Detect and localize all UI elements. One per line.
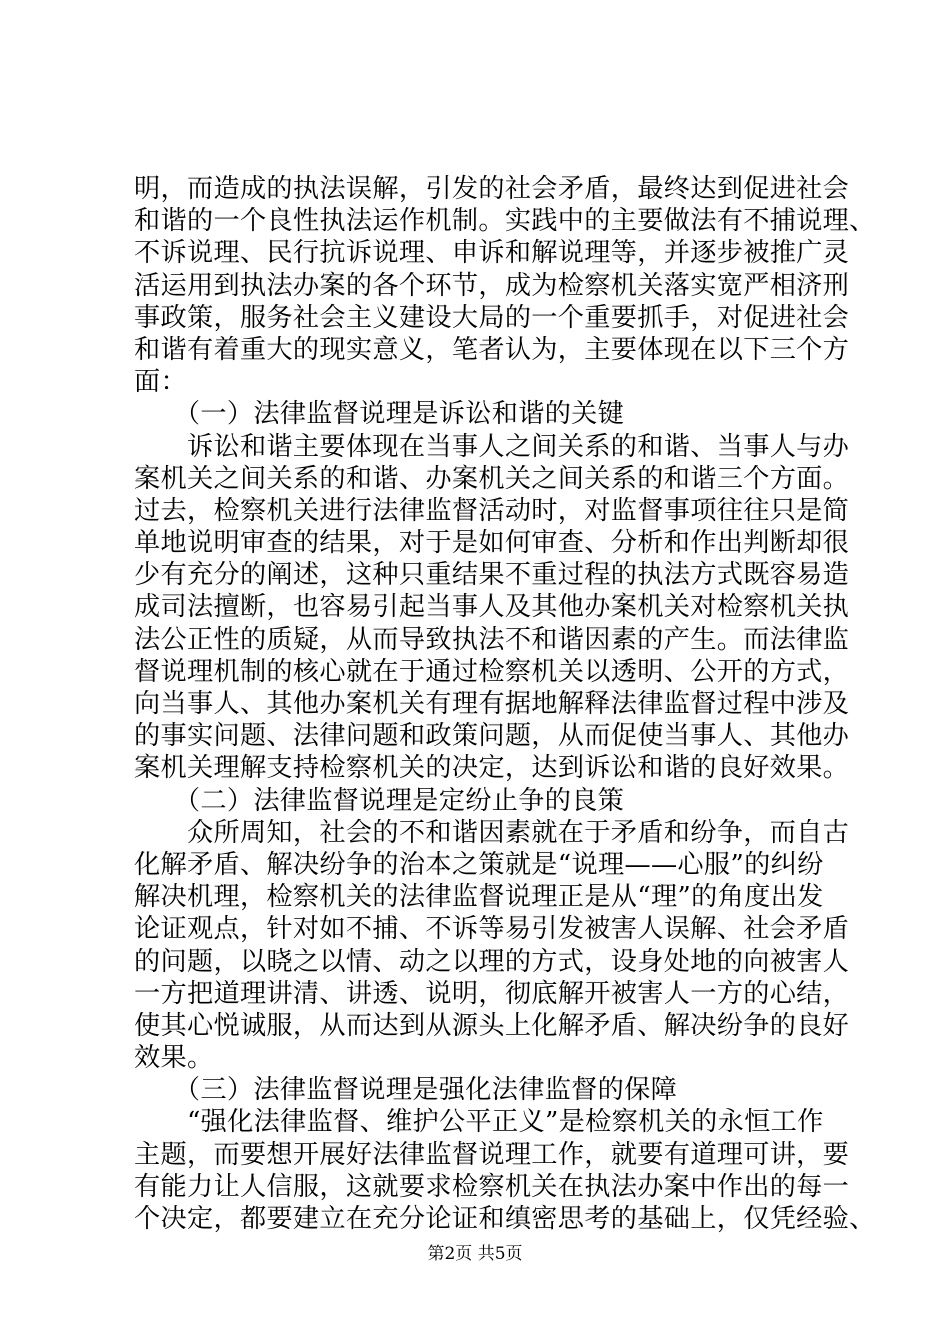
text-line: 单地说明审查的结果，对于是如何审查、分析和作出判断却很 xyxy=(134,528,850,559)
text-line: 面： xyxy=(134,367,187,398)
text-line: 有能力让人信服，这就要求检察机关在执法办案中作出的每一 xyxy=(134,1171,850,1202)
text-line: 明，而造成的执法误解，引发的社会矛盾，最终达到促进社会 xyxy=(134,174,850,204)
text-line: 论证观点，针对如不捕、不诉等易引发被害人误解、社会矛盾 xyxy=(134,914,850,945)
text-line: 不诉说理、民行抗诉说理、申诉和解说理等，并逐步被推广灵 xyxy=(134,238,850,269)
text-line: 过去，检察机关进行法律监督活动时，对监督事项往往只是简 xyxy=(134,495,850,526)
text-line: 一方把道理讲清、讲透、说明，彻底解开被害人一方的心结， xyxy=(134,978,850,1009)
text-line: 案机关理解支持检察机关的决定，达到诉讼和谐的良好效果。 xyxy=(134,753,850,784)
text-line: （一）法律监督说理是诉讼和谐的关键 xyxy=(134,399,625,430)
text-line: 诉讼和谐主要体现在当事人之间关系的和谐、当事人与办 xyxy=(134,431,850,462)
text-line: 成司法擅断，也容易引起当事人及其他办案机关对检察机关执 xyxy=(134,592,850,623)
text-line: 的问题，以晓之以情、动之以理的方式，设身处地的向被害人 xyxy=(134,946,850,977)
text-line: “强化法律监督、维护公平正义”是检察机关的永恒工作 xyxy=(134,1107,824,1138)
text-line: 效果。 xyxy=(134,1043,214,1074)
page-footer: 第2页 共5页 xyxy=(427,1244,523,1264)
text-line: 化解矛盾、解决纷争的治本之策就是“说理——心服”的纠纷 xyxy=(134,849,824,880)
text-line: 向当事人、其他办案机关有理有据地解释法律监督过程中涉及 xyxy=(134,689,850,719)
text-line: 解决机理，检察机关的法律监督说理正是从“理”的角度出发 xyxy=(134,882,824,913)
text-line: 活运用到执法办案的各个环节，成为检察机关落实宽严相济刑 xyxy=(134,270,850,301)
text-line: 法公正性的质疑，从而导致执法不和谐因素的产生。而法律监 xyxy=(134,624,850,655)
text-line: 督说理机制的核心就在于通过检察机关以透明、公开的方式， xyxy=(134,656,850,687)
text-line: 主题，而要想开展好法律监督说理工作，就要有道理可讲，要 xyxy=(134,1139,850,1170)
text-line: 的事实问题、法律问题和政策问题，从而促使当事人、其他办 xyxy=(134,721,850,752)
text-line: （三）法律监督说理是强化法律监督的保障 xyxy=(134,1075,678,1106)
body-text xyxy=(134,173,876,1235)
text-line: 众所周知，社会的不和谐因素就在于矛盾和纷争，而自古 xyxy=(134,817,850,848)
text-line: 和谐有着重大的现实意义，笔者认为，主要体现在以下三个方 xyxy=(134,334,850,365)
text-line: 使其心悦诚服，从而达到从源头上化解矛盾、解决纷争的良好 xyxy=(134,1010,850,1041)
text-line: 个决定，都要建立在充分论证和缜密思考的基础上，仅凭经验、 xyxy=(134,1204,876,1234)
text-line: 事政策，服务社会主义建设大局的一个重要抓手，对促进社会 xyxy=(134,302,850,333)
text-line: （二）法律监督说理是定纷止争的良策 xyxy=(134,785,625,816)
text-line: 和谐的一个良性执法运作机制。实践中的主要做法有不捕说理、 xyxy=(134,206,876,237)
text-line: 少有充分的阐述，这种只重结果不重过程的执法方式既容易造 xyxy=(134,560,850,591)
text-line: 案机关之间关系的和谐、办案机关之间关系的和谐三个方面。 xyxy=(134,463,850,494)
